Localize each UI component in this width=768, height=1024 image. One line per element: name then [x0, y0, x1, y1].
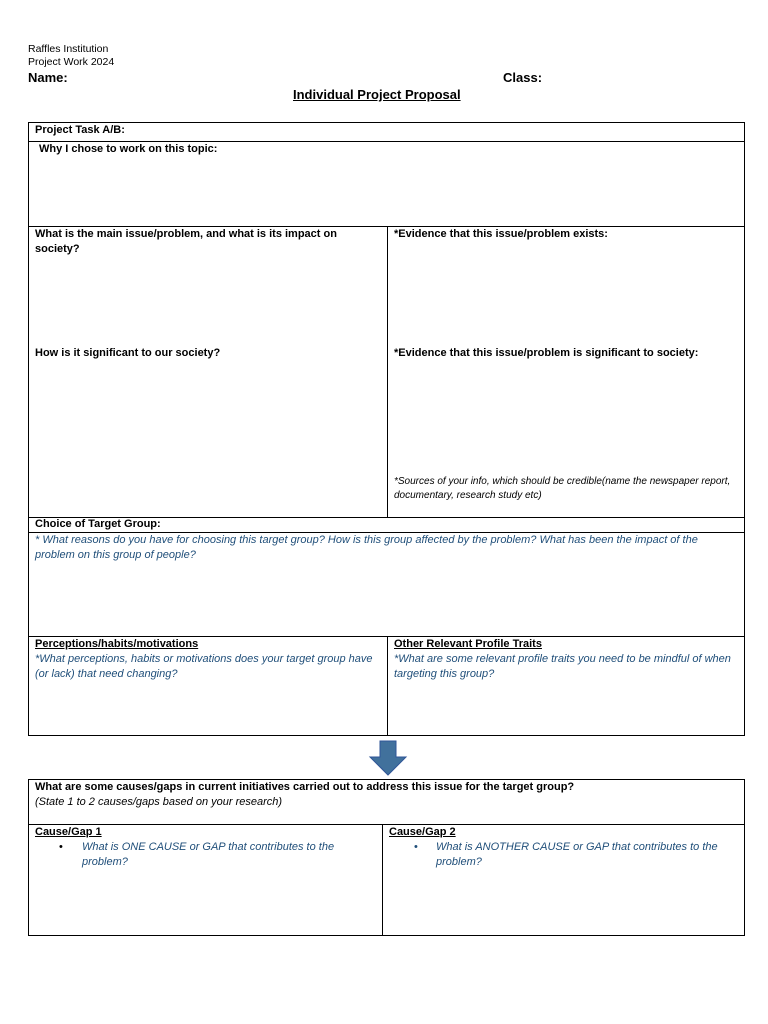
cause-gap-2-hint: What is ANOTHER CAUSE or GAP that contributes to the problem? [436, 841, 718, 868]
down-arrow-icon [368, 740, 408, 776]
evidence-exists-label: *Evidence that this issue/problem exists: [394, 228, 608, 240]
evidence-significant-label: *Evidence that this issue/problem is significant to society: [394, 347, 699, 359]
cause-gap-2-label: Cause/Gap 2 [389, 826, 456, 838]
target-group-hint: * What reasons do you have for choosing this target group? How is this group affected by the problem? What has been the impact of the problem on this group of people? [35, 534, 698, 561]
causes-question: What are some causes/gaps in current initiatives carried out to address this issue for the target group? [35, 781, 575, 793]
causes-instruction: (State 1 to 2 causes/gaps based on your research) [35, 796, 283, 808]
course-name: Project Work 2024 [28, 56, 115, 68]
significance-label: How is it significant to our society? [35, 347, 221, 359]
sources-note: *Sources of your info, which should be credible(name the newspaper report, documentary, research study etc) [394, 476, 731, 501]
cause-gap-1-hint: What is ONE CAUSE or GAP that contributes to the problem? [82, 841, 335, 868]
profile-traits-hint: *What are some relevant profile traits you need to be mindful of when targeting this group? [394, 653, 731, 680]
main-issue-label: What is the main issue/problem, and what is its impact on society? [35, 228, 337, 255]
why-topic-label: Why I chose to work on this topic: [39, 143, 218, 155]
column-divider [387, 636, 388, 736]
school-name: Raffles Institution [28, 43, 109, 55]
target-group-label: Choice of Target Group: [35, 518, 161, 530]
column-divider [387, 226, 388, 517]
perceptions-label: Perceptions/habits/motivations [35, 638, 199, 650]
perceptions-hint: *What perceptions, habits or motivations does your target group have (or lack) that need changing? [35, 653, 373, 680]
cause-gap-1-label: Cause/Gap 1 [35, 826, 102, 838]
column-divider [382, 824, 383, 936]
name-label: Name: [28, 70, 68, 85]
project-task-label: Project Task A/B: [35, 124, 125, 136]
row-divider [28, 824, 745, 825]
profile-traits-label: Other Relevant Profile Traits [394, 638, 542, 650]
page-title: Individual Project Proposal [293, 87, 461, 102]
class-label: Class: [503, 70, 543, 85]
bullet-icon: • [59, 841, 63, 853]
bullet-icon: • [414, 841, 418, 853]
